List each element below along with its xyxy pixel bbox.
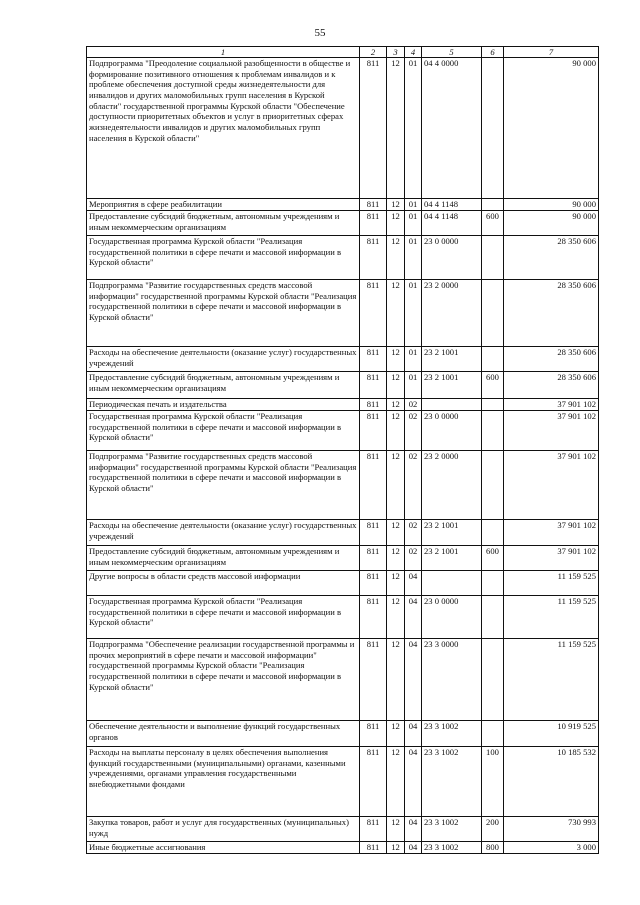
table-row (87, 347, 599, 372)
row-amount: 37 901 102 (504, 399, 599, 411)
row-section: 12 (387, 546, 405, 571)
row-amount: 37 901 102 (504, 411, 599, 451)
row-target-article: 23 3 1002 (422, 721, 482, 747)
row-section: 12 (387, 411, 405, 451)
row-ministry-code: 811 (360, 211, 387, 236)
row-target-article: 04 4 1148 (422, 199, 482, 211)
row-target-article: 23 2 1001 (422, 347, 482, 372)
row-expense-type (482, 721, 504, 747)
row-ministry-code: 811 (360, 451, 387, 520)
column-header: 5 (422, 47, 482, 58)
row-ministry-code: 811 (360, 411, 387, 451)
row-ministry-code: 811 (360, 58, 387, 199)
row-section: 12 (387, 347, 405, 372)
row-name: Иные бюджетные ассигнования (87, 842, 360, 854)
row-target-article (422, 571, 482, 596)
row-name: Другие вопросы в области средств массовой информации (87, 571, 360, 596)
table-row (87, 520, 599, 546)
column-header: 3 (387, 47, 405, 58)
row-target-article: 23 3 1002 (422, 842, 482, 854)
table-row (87, 451, 599, 520)
row-section: 12 (387, 399, 405, 411)
row-subsection: 01 (405, 58, 422, 199)
table-row (87, 596, 599, 639)
row-name: Подпрограмма "Обеспечение реализации государственной программы и прочих мероприятий в сфере печати и массовой информации" государственной программы Курской области "Реализация государственной политики в сфере печати и массовой информации в Курской области" (87, 639, 360, 721)
row-expense-type (482, 596, 504, 639)
row-amount: 3 000 (504, 842, 599, 854)
row-subsection: 02 (405, 451, 422, 520)
column-header: 4 (405, 47, 422, 58)
row-name: Периодическая печать и издательства (87, 399, 360, 411)
row-section: 12 (387, 236, 405, 280)
row-target-article: 23 2 0000 (422, 451, 482, 520)
row-ministry-code: 811 (360, 280, 387, 347)
row-section: 12 (387, 280, 405, 347)
row-section: 12 (387, 372, 405, 399)
row-name: Подпрограмма "Развитие государственных средств массовой информации" государственной программы Курской области "Реализация государственной политики в сфере печати и массовой информации в Курской области" (87, 280, 360, 347)
table-header-row (87, 47, 599, 58)
row-target-article: 04 4 1148 (422, 211, 482, 236)
table-row (87, 411, 599, 451)
table-row (87, 280, 599, 347)
row-target-article: 23 3 0000 (422, 639, 482, 721)
row-amount: 37 901 102 (504, 546, 599, 571)
row-expense-type (482, 236, 504, 280)
row-amount: 28 350 606 (504, 236, 599, 280)
row-subsection: 01 (405, 280, 422, 347)
row-target-article: 23 0 0000 (422, 236, 482, 280)
row-name: Обеспечение деятельности и выполнение функций государственных органов (87, 721, 360, 747)
row-subsection: 01 (405, 236, 422, 280)
row-ministry-code: 811 (360, 571, 387, 596)
row-ministry-code: 811 (360, 842, 387, 854)
row-expense-type (482, 639, 504, 721)
row-ministry-code: 811 (360, 399, 387, 411)
row-amount: 37 901 102 (504, 520, 599, 546)
row-target-article: 04 4 0000 (422, 58, 482, 199)
row-name: Подпрограмма "Развитие государственных средств массовой информации" государственной программы Курской области "Реализация государственной политики в сфере печати и массовой информации в Курской области" (87, 451, 360, 520)
row-section: 12 (387, 596, 405, 639)
row-expense-type (482, 411, 504, 451)
row-name: Подпрограмма "Преодоление социальной разобщенности в обществе и формирование позитивного отношения к проблемам инвалидов и к проблеме обеспечения доступной среды жизнедеятельности для инвалидов и других маломобильных групп населения в Курской области" государственной программы Курской области "Обеспечение доступности приоритетных объектов и услуг в приоритетных сферах жизнедеятельности инвалидов и других маломобильных групп населения в Курской области" (87, 58, 360, 199)
row-section: 12 (387, 211, 405, 236)
row-expense-type: 600 (482, 211, 504, 236)
row-subsection: 01 (405, 211, 422, 236)
row-subsection: 04 (405, 721, 422, 747)
row-expense-type (482, 451, 504, 520)
row-subsection: 02 (405, 546, 422, 571)
column-header: 6 (482, 47, 504, 58)
row-amount: 730 993 (504, 817, 599, 842)
row-target-article: 23 2 1001 (422, 372, 482, 399)
row-subsection: 04 (405, 842, 422, 854)
row-ministry-code: 811 (360, 372, 387, 399)
row-name: Предоставление субсидий бюджетным, автономным учреждениям и иным некоммерческим организациям (87, 546, 360, 571)
table-row (87, 721, 599, 747)
row-expense-type: 200 (482, 817, 504, 842)
row-expense-type (482, 399, 504, 411)
row-amount: 11 159 525 (504, 639, 599, 721)
page-number: 55 (314, 27, 326, 39)
row-subsection: 04 (405, 747, 422, 817)
row-name: Расходы на обеспечение деятельности (оказание услуг) государственных учреждений (87, 347, 360, 372)
row-ministry-code: 811 (360, 817, 387, 842)
row-amount: 90 000 (504, 199, 599, 211)
row-section: 12 (387, 199, 405, 211)
row-amount: 11 159 525 (504, 596, 599, 639)
table-row (87, 571, 599, 596)
row-ministry-code: 811 (360, 199, 387, 211)
budget-table (86, 46, 599, 854)
row-amount: 28 350 606 (504, 347, 599, 372)
row-subsection: 04 (405, 817, 422, 842)
row-amount: 28 350 606 (504, 280, 599, 347)
row-subsection: 04 (405, 571, 422, 596)
table-row (87, 842, 599, 854)
row-section: 12 (387, 58, 405, 199)
row-amount: 90 000 (504, 58, 599, 199)
row-subsection: 04 (405, 596, 422, 639)
row-ministry-code: 811 (360, 596, 387, 639)
row-section: 12 (387, 451, 405, 520)
row-name: Предоставление субсидий бюджетным, автономным учреждениям и иным некоммерческим организациям (87, 372, 360, 399)
row-subsection: 02 (405, 520, 422, 546)
table-row (87, 546, 599, 571)
row-section: 12 (387, 571, 405, 596)
row-amount: 11 159 525 (504, 571, 599, 596)
column-header: 7 (504, 47, 599, 58)
row-amount: 90 000 (504, 211, 599, 236)
row-target-article: 23 0 0000 (422, 596, 482, 639)
row-target-article: 23 2 1001 (422, 520, 482, 546)
row-amount: 37 901 102 (504, 451, 599, 520)
row-section: 12 (387, 842, 405, 854)
row-target-article: 23 3 1002 (422, 747, 482, 817)
row-expense-type (482, 520, 504, 546)
row-section: 12 (387, 747, 405, 817)
table-row (87, 817, 599, 842)
row-expense-type (482, 571, 504, 596)
row-name: Государственная программа Курской области "Реализация государственной политики в сфере печати и массовой информации в Курской области" (87, 596, 360, 639)
row-subsection: 01 (405, 199, 422, 211)
row-ministry-code: 811 (360, 520, 387, 546)
table-row (87, 58, 599, 199)
row-subsection: 02 (405, 399, 422, 411)
column-header: 2 (360, 47, 387, 58)
row-subsection: 04 (405, 639, 422, 721)
row-ministry-code: 811 (360, 639, 387, 721)
row-section: 12 (387, 721, 405, 747)
row-ministry-code: 811 (360, 236, 387, 280)
table-row (87, 747, 599, 817)
table-row (87, 236, 599, 280)
row-expense-type (482, 347, 504, 372)
row-amount: 28 350 606 (504, 372, 599, 399)
row-amount: 10 919 525 (504, 721, 599, 747)
table-row (87, 639, 599, 721)
row-expense-type: 600 (482, 372, 504, 399)
row-expense-type: 100 (482, 747, 504, 817)
row-section: 12 (387, 639, 405, 721)
row-expense-type: 800 (482, 842, 504, 854)
row-name: Государственная программа Курской области "Реализация государственной политики в сфере печати и массовой информации в Курской области" (87, 236, 360, 280)
row-expense-type (482, 199, 504, 211)
row-section: 12 (387, 520, 405, 546)
table-row (87, 372, 599, 399)
row-target-article: 23 2 0000 (422, 280, 482, 347)
row-name: Закупка товаров, работ и услуг для государственных (муниципальных) нужд (87, 817, 360, 842)
row-subsection: 01 (405, 347, 422, 372)
table-row (87, 399, 599, 411)
row-ministry-code: 811 (360, 546, 387, 571)
row-name: Мероприятия в сфере реабилитации (87, 199, 360, 211)
row-expense-type: 600 (482, 546, 504, 571)
row-ministry-code: 811 (360, 747, 387, 817)
row-ministry-code: 811 (360, 721, 387, 747)
row-subsection: 01 (405, 372, 422, 399)
row-name: Государственная программа Курской области "Реализация государственной политики в сфере печати и массовой информации в Курской области" (87, 411, 360, 451)
row-amount: 10 185 532 (504, 747, 599, 817)
table-row (87, 211, 599, 236)
row-name: Расходы на обеспечение деятельности (оказание услуг) государственных учреждений (87, 520, 360, 546)
row-name: Предоставление субсидий бюджетным, автономным учреждениям и иным некоммерческим организациям (87, 211, 360, 236)
column-header: 1 (87, 47, 360, 58)
table-row (87, 199, 599, 211)
row-expense-type (482, 58, 504, 199)
row-target-article: 23 2 1001 (422, 546, 482, 571)
row-target-article (422, 399, 482, 411)
row-expense-type (482, 280, 504, 347)
row-target-article: 23 3 1002 (422, 817, 482, 842)
row-ministry-code: 811 (360, 347, 387, 372)
row-subsection: 02 (405, 411, 422, 451)
row-target-article: 23 0 0000 (422, 411, 482, 451)
row-name: Расходы на выплаты персоналу в целях обеспечения выполнения функций государственными (муниципальными) органами, казенными учреждениями, органами управления государственными внебюджетными фондами (87, 747, 360, 817)
row-section: 12 (387, 817, 405, 842)
